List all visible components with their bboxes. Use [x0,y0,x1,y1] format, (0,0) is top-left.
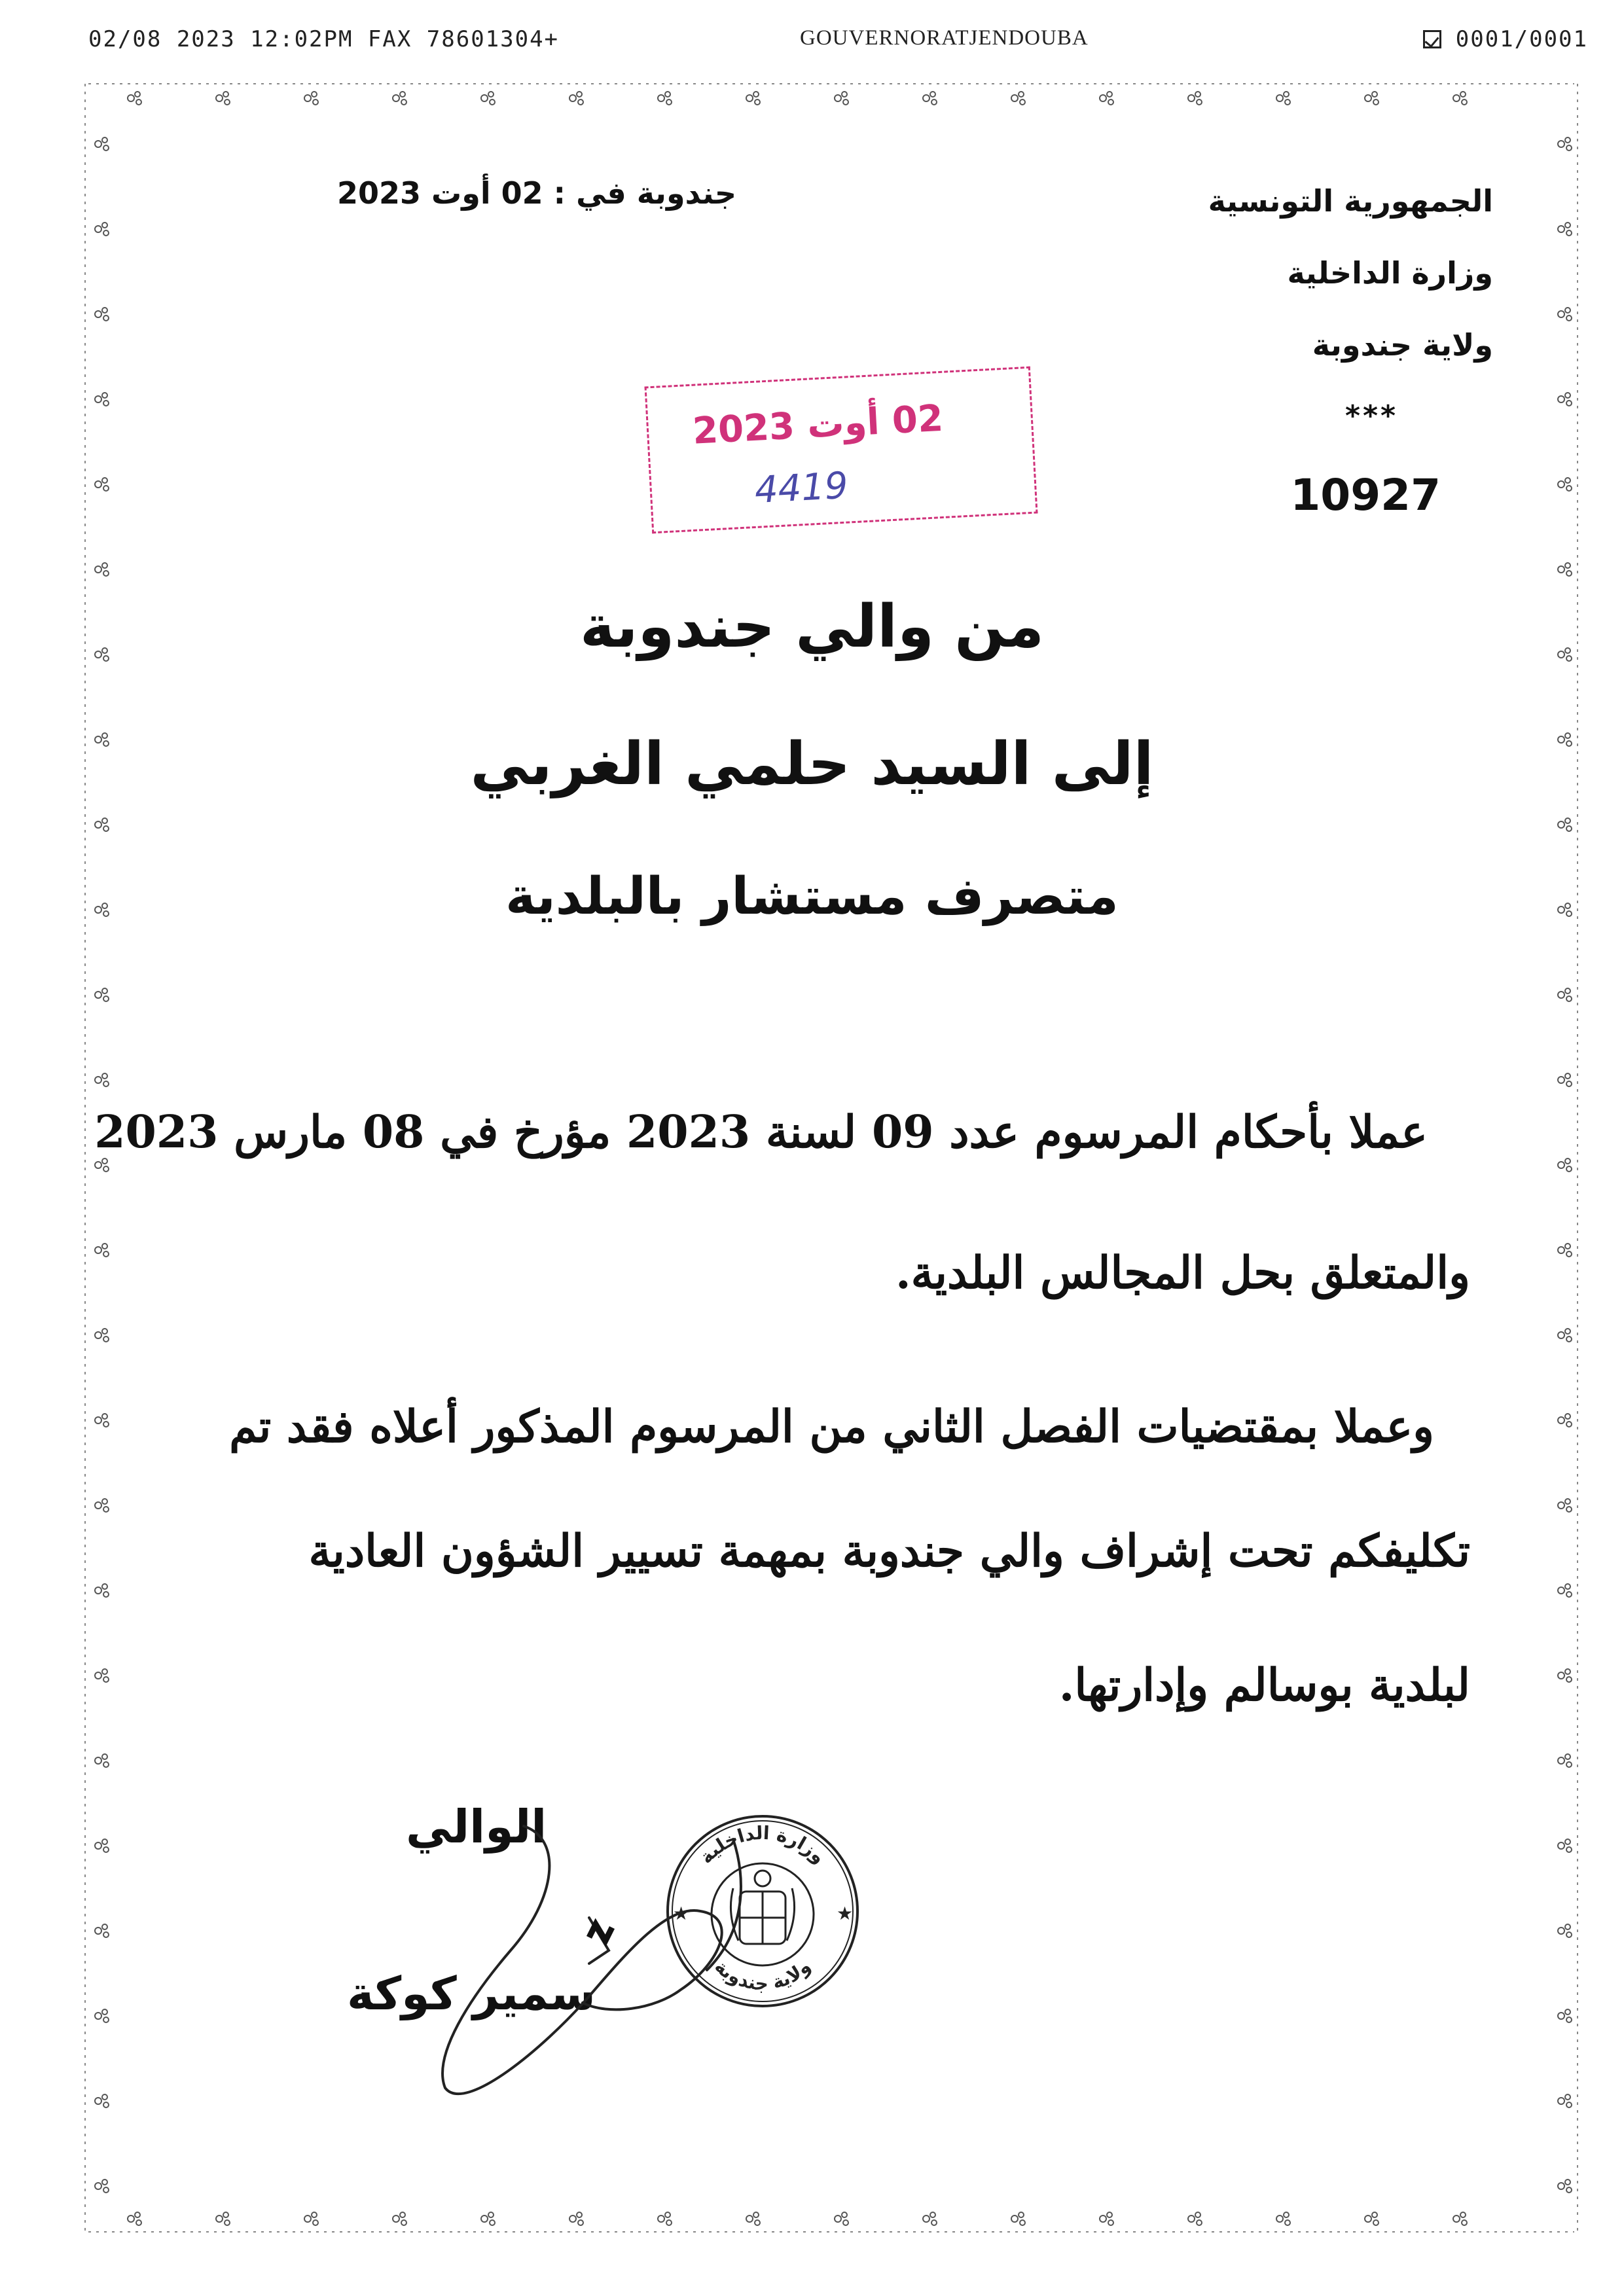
seal-top-text: وزارة الداخلية [695,1821,830,1868]
signatory-title: الوالي [406,1800,547,1854]
republic-label: الجمهورية التونسية [1208,183,1493,219]
fax-header-sender: GOUVERNORATJENDOUBA [800,26,1089,50]
separator-stars: *** [1344,399,1398,433]
ministry-label: وزارة الداخلية [1287,255,1493,291]
body-line-4: تكليفكم تحت إشراف والي جندوبة بمهمة تسيير الشؤون العادية [308,1525,1470,1577]
emblem-icon [731,1871,794,1944]
stamp-number: 4419 [753,464,850,512]
body-line-1: عملا بأحكام المرسوم عدد 09 لسنة 2023 مؤرخ في 08 مارس 2023 [94,1106,1428,1158]
date-line: جندوبة في : 02 أوت 2023 [337,175,737,211]
body-line-5: لبلدية بوسالم وإدارتها. [1058,1659,1470,1712]
reference-number: 10927 [1290,470,1441,520]
checkbox-icon [1423,30,1441,48]
svg-text:★: ★ [837,1903,854,1924]
body-line-3: وعملا بمقتضيات الفصل الثاني من المرسوم المذكور أعلاه فقد تم [229,1401,1434,1453]
signatory-name: سمير كوكة [347,1967,596,2020]
stamp-date: 02 أوت 2023 [691,397,945,453]
svg-text:★: ★ [673,1903,690,1924]
seal-bottom-text: ولاية جندوبة [710,1955,815,1995]
governorate-label: ولاية جندوبة [1312,327,1493,363]
official-seal [661,1810,864,2013]
fax-header-page [1423,26,1588,52]
position-line: متصرف مستشار بالبلدية [505,867,1119,926]
to-line: إلى السيد حلمي الغربي [470,730,1154,798]
body-line-2: والمتعلق بحل المجالس البلدية. [895,1247,1470,1299]
fax-header-timestamp: 02/08 2023 12:02PM FAX 78601304+ [88,26,560,52]
reception-stamp [645,367,1038,534]
svg-text:ولاية جندوبة [710,1956,814,1994]
from-line: من والي جندوبة [580,592,1044,661]
fax-page-count: 0001/0001 [1455,26,1588,52]
